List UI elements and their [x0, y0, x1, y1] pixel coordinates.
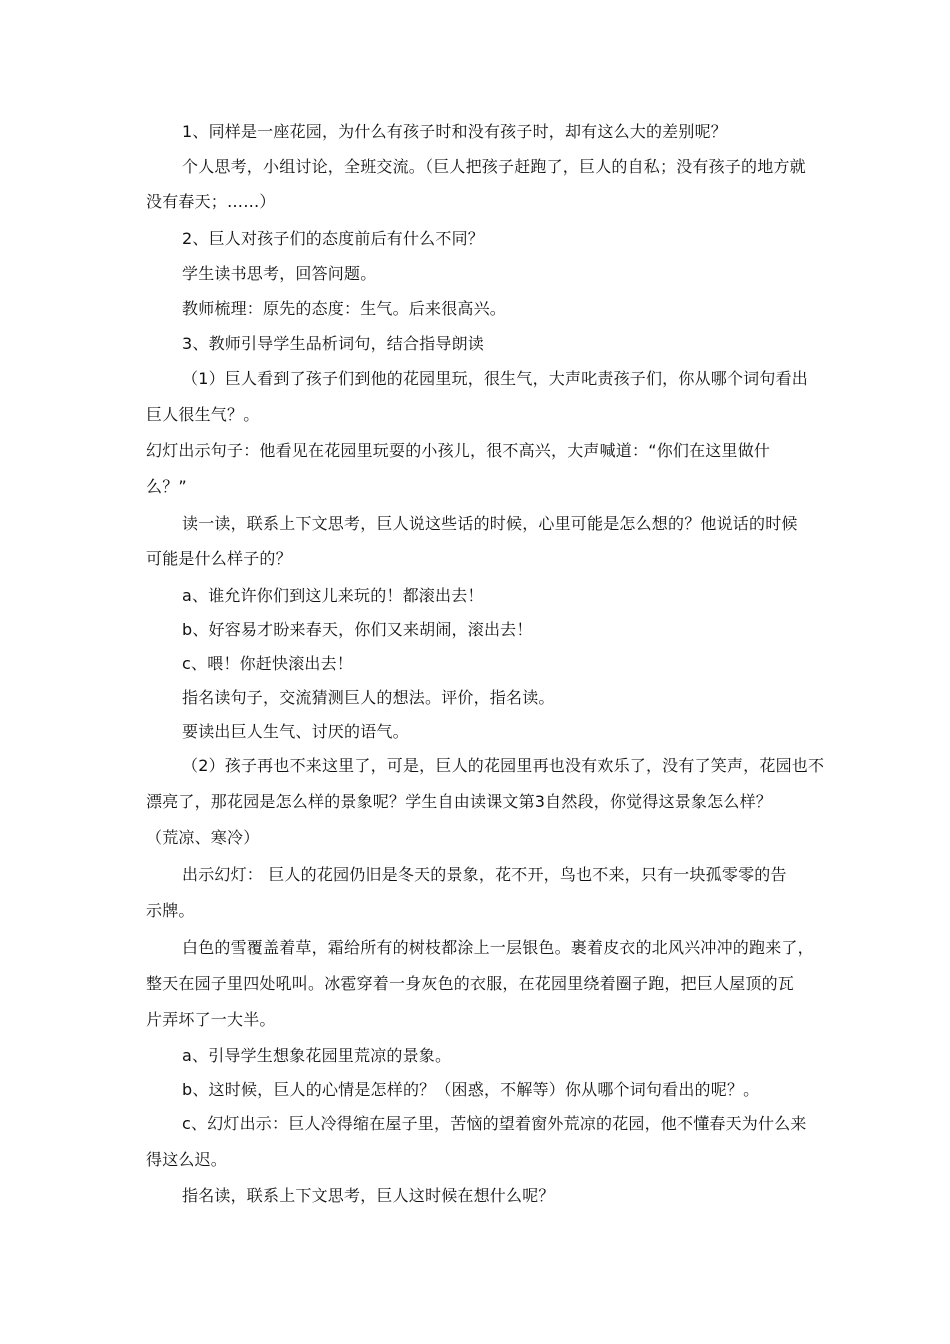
final-instruction: 指名读，联系上下文思考，巨人这时候在想什么呢？	[182, 1186, 555, 1205]
slide-display-cont: 示牌。	[146, 901, 195, 920]
student-activity: 学生读书思考，回答问题。	[182, 264, 377, 283]
option-b: b、好容易才盼来春天，你们又来胡闹，滚出去！	[182, 620, 533, 639]
slide-sentence: 幻灯出示句子：他看见在花园里玩耍的小孩儿，很不高兴，大声喊道：“你们在这里做什	[146, 441, 771, 460]
question-3: 3、教师引导学生品析词句，结合指导朗读	[182, 334, 484, 353]
item-1-paragraph: （1）巨人看到了孩子们到他的花园里玩，很生气，大声叱责孩子们，你从哪个词句看出	[182, 369, 808, 388]
reading-instruction: 指名读句子，交流猜测巨人的想法。评价，指名读。	[182, 688, 555, 707]
tone-instruction: 要读出巨人生气、讨厌的语气。	[182, 722, 409, 741]
slide-sentence-cont: 么？”	[146, 477, 187, 496]
item-2-paragraph: （2）孩子再也不来这里了，可是，巨人的花园里再也没有欢乐了，没有了笑声，花园也不	[182, 756, 825, 775]
step-c-cont: 得这么迟。	[146, 1150, 228, 1169]
discussion-paragraph-cont: 没有春天；……）	[146, 192, 276, 211]
item-2-answer: （荒凉、寒冷）	[146, 828, 260, 847]
winter-description-cont-1: 整天在园子里四处吼叫。冰雹穿着一身灰色的衣服，在花园里绕着圈子跑，把巨人屋顶的瓦	[146, 974, 795, 993]
slide-display: 出示幻灯： 巨人的花园仍旧是冬天的景象，花不开，鸟也不来，只有一块孤零零的告	[182, 865, 787, 884]
winter-description-cont-2: 片弄坏了一大半。	[146, 1010, 276, 1029]
item-1-paragraph-cont: 巨人很生气？。	[146, 405, 260, 424]
question-2: 2、巨人对孩子们的态度前后有什么不同？	[182, 229, 484, 248]
winter-description: 白色的雪覆盖着草，霜给所有的树枝都涂上一层银色。裹着皮衣的北风兴冲冲的跑来了，	[182, 938, 814, 957]
discussion-paragraph: 个人思考，小组讨论，全班交流。（巨人把孩子赶跑了，巨人的自私；没有孩子的地方就	[182, 157, 806, 176]
option-a: a、谁允许你们到这儿来玩的！都滚出去！	[182, 586, 484, 605]
reading-prompt: 读一读，联系上下文思考，巨人说这些话的时候，心里可能是怎么想的？他说话的时候	[182, 514, 798, 533]
step-a: a、引导学生想象花园里荒凉的景象。	[182, 1046, 452, 1065]
teacher-summary: 教师梳理：原先的态度：生气。后来很高兴。	[182, 299, 507, 318]
item-2-paragraph-cont: 漂亮了，那花园是怎么样的景象呢？学生自由读课文第3自然段，你觉得这景象怎么样？	[146, 792, 772, 811]
step-c: c、幻灯出示：巨人冷得缩在屋子里，苦恼的望着窗外荒凉的花园，他不懂春天为什么来	[182, 1114, 807, 1133]
step-b: b、这时候，巨人的心情是怎样的？（困惑，不解等）你从哪个词句看出的呢？。	[182, 1080, 760, 1099]
reading-prompt-cont: 可能是什么样子的？	[146, 549, 292, 568]
question-1: 1、同样是一座花园，为什么有孩子时和没有孩子时，却有这么大的差别呢？	[182, 122, 727, 141]
option-c: c、喂！你赶快滚出去！	[182, 654, 353, 673]
